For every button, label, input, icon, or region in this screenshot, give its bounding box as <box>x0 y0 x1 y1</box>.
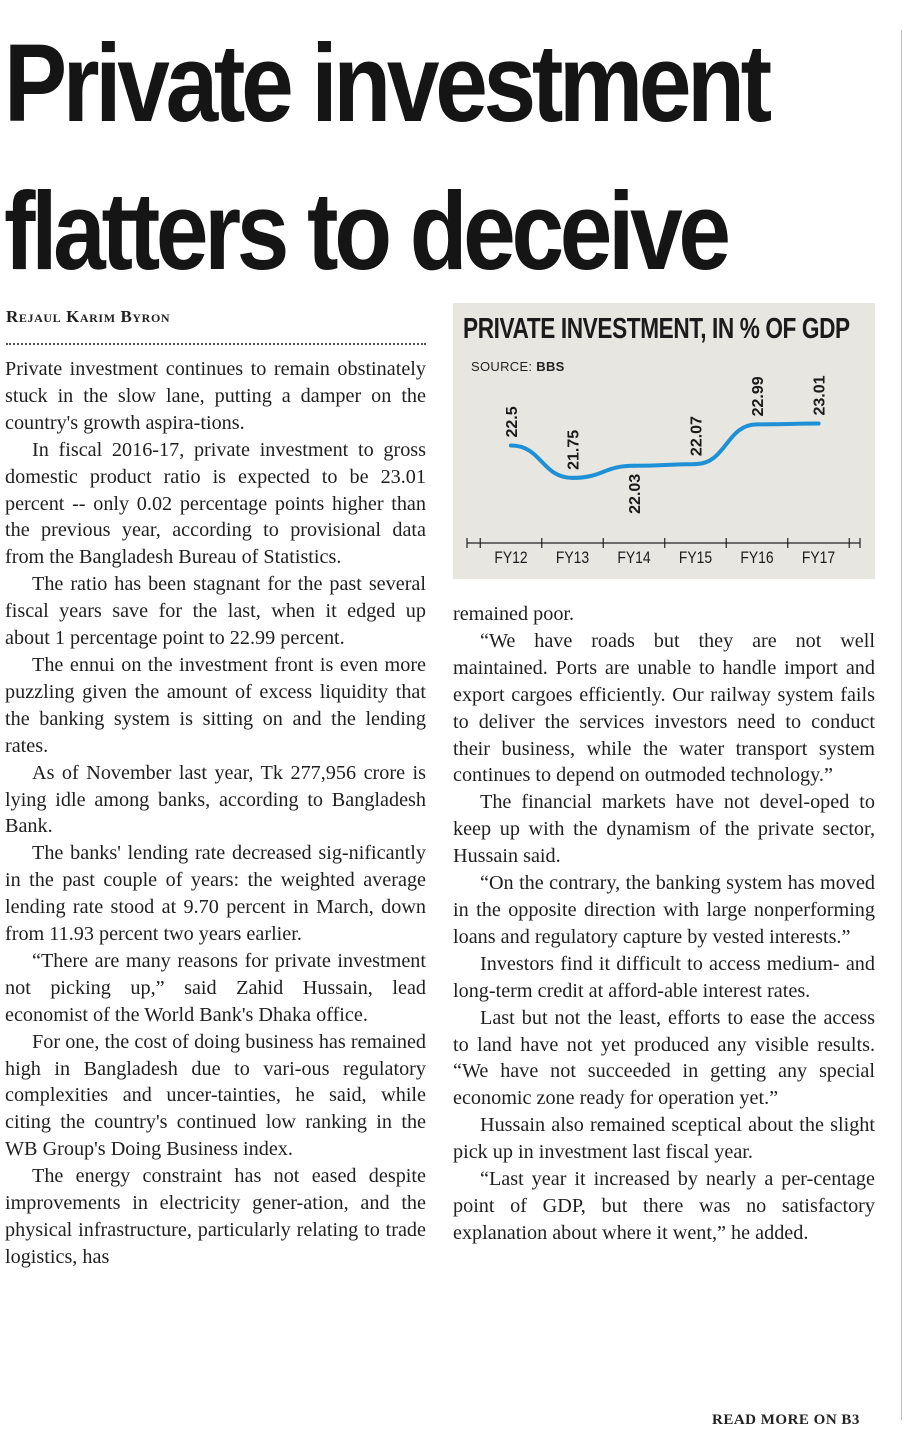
headline-line-1: Private investment <box>4 22 768 145</box>
chart-source-label: SOURCE: <box>471 359 533 374</box>
article-column-2 <box>453 601 875 1247</box>
line-chart <box>453 303 875 579</box>
series-line <box>511 424 819 478</box>
paragraph: In fiscal 2016-17, private investment to gross domestic product ratio is expected to be 23.01 percent -- only 0.02 percentage points higher than the previous year, according to provisional data from the Bangladesh Bureau of Statistics. <box>5 438 426 569</box>
data-label: 23.01 <box>811 375 829 416</box>
chart-box <box>453 303 875 579</box>
paragraph: “Last year it increased by nearly a per-centage point of GDP, but there was no satisfactory explanation about where it went,” he added. <box>453 1168 875 1244</box>
data-point <box>571 476 575 480</box>
chart-source-value: BBS <box>536 359 565 374</box>
x-tick-label: FY14 <box>617 548 651 568</box>
paragraph: “On the contrary, the banking system has moved in the opposite direction with large nonperforming loans and regulatory capture by vested interests.” <box>453 872 875 948</box>
x-tick-label: FY15 <box>678 548 713 568</box>
data-point <box>817 422 821 426</box>
paragraph: Private investment continues to remain obstinately stuck in the slow lane, putting a damper on the country's growth aspira-tions. <box>5 358 426 434</box>
paragraph: As of November last year, Tk 277,956 crore is lying idle among banks, according to Bangladesh Bank. <box>5 761 426 838</box>
data-point <box>632 464 636 468</box>
paragraph: The energy constraint has not eased despite improvements in electricity gener-ation, and the physical infrastructure, particularly relating to trade logistics, has <box>5 1165 426 1268</box>
data-label: 22.99 <box>750 376 767 417</box>
data-label: 22.03 <box>627 473 644 514</box>
x-tick-label: FY16 <box>740 548 774 568</box>
data-label: 22.07 <box>688 416 706 457</box>
headline-line-2: flatters to deceive <box>4 170 727 293</box>
x-tick-label: FY17 <box>801 548 836 568</box>
paragraph: “We have roads but they are not well maintained. Ports are unable to handle import and export cargoes efficiently. Our railway system fails to deliver the services investors need to conduct their business, while the water transport system continues to depend on outmoded technology.” <box>453 629 875 787</box>
data-label: 21.75 <box>565 429 583 470</box>
paragraph: The banks' lending rate decreased sig-nificantly in the past couple of years: the weighted average lending rate stood at 9.70 percent in March, down from 11.93 percent two years earlier. <box>5 842 426 946</box>
headline <box>4 10 768 306</box>
read-more-link[interactable]: READ MORE ON B3 <box>712 1412 860 1428</box>
data-point <box>694 462 698 466</box>
paragraph: For one, the cost of doing business has remained high in Bangladesh due to vari-ous regulatory complexities and uncer-tainties, he said, while citing the country's continued low ranking in the WB Group's Doing Business index. <box>5 1030 426 1161</box>
x-tick-label: FY13 <box>555 548 590 568</box>
paragraph: The ennui on the investment front is even more puzzling given the amount of excess liquidity that the banking system is sitting on and the lending rates. <box>5 653 426 757</box>
x-tick-label: FY12 <box>494 548 528 568</box>
data-point <box>509 444 513 448</box>
paragraph: “There are many reasons for private investment not picking up,” said Zahid Hussain, lead economist of the World Bank's Dhaka office. <box>5 949 426 1026</box>
chart-title: PRIVATE INVESTMENT, IN % OF GDP <box>463 313 850 345</box>
byline-divider <box>6 343 426 345</box>
paragraph: Hussain also remained sceptical about the slight pick up in investment last fiscal year. <box>453 1114 875 1164</box>
paragraph: Investors find it difficult to access medium- and long-term credit at afford-able interest rates. <box>453 952 875 1002</box>
article-column-1 <box>5 356 426 1271</box>
byline: Rejaul Karim Byron <box>6 307 171 326</box>
data-point <box>755 422 759 426</box>
data-label: 22.5 <box>504 406 521 438</box>
paragraph: The financial markets have not devel-oped to keep up with the dynamism of the private sector, Hussain said. <box>453 791 875 868</box>
column-rule <box>901 30 902 1420</box>
paragraph: Last but not the least, efforts to ease the access to land have not yet produced any visible results. “We have not succeeded in getting any special economic zone ready for operation yet.” <box>453 1006 875 1110</box>
paragraph: The ratio has been stagnant for the past several fiscal years save for the last, when it edged up about 1 percentage point to 22.99 percent. <box>5 573 426 650</box>
paragraph: remained poor. <box>453 603 575 625</box>
